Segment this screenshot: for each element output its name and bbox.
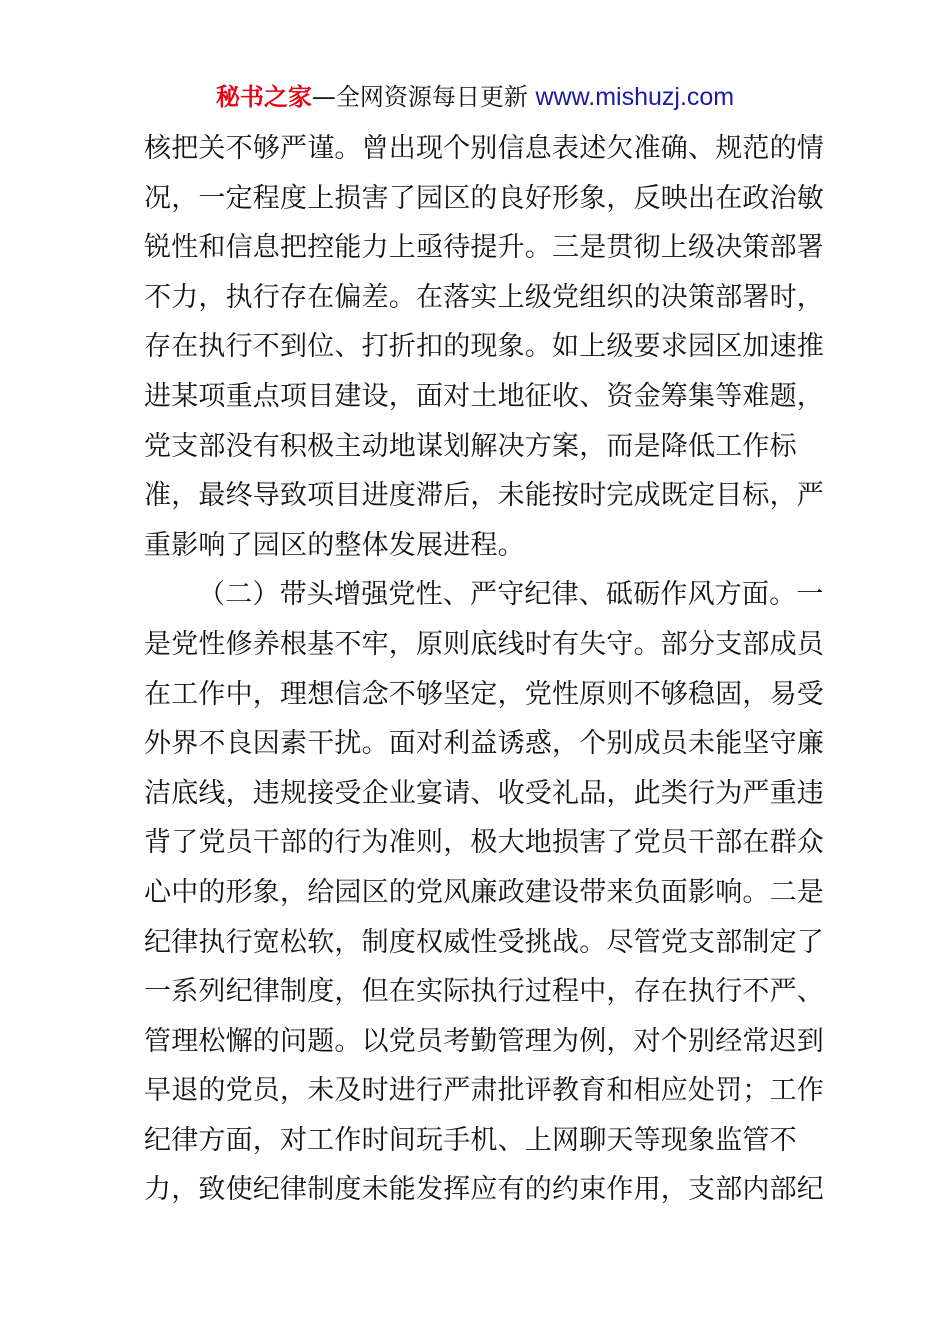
text-line: 不力，执行存在偏差。在落实上级党组织的决策部署时， (144, 281, 824, 313)
page-header (0, 80, 950, 114)
text-line: 纪律执行宽松软，制度权威性受挑战。尽管党支部制定了 (144, 926, 824, 958)
text-line: 洁底线，违规接受企业宴请、收受礼品，此类行为严重违 (144, 777, 824, 809)
text-line: 进某项重点项目建设，面对土地征收、资金筹集等难题， (144, 380, 824, 412)
section-heading-line: （二）带头增强党性、严守纪律、砥砺作风方面。一 (198, 579, 824, 611)
text-line: 党支部没有积极主动地谋划解决方案，而是降低工作标 (144, 430, 797, 462)
text-line: 准，最终导致项目进度滞后，未能按时完成既定目标，严 (144, 480, 824, 512)
text-line: 重影响了园区的整体发展进程。 (144, 529, 525, 561)
text-line: 在工作中，理想信念不够坚定，党性原则不够稳固，易受 (144, 678, 824, 710)
text-line: 早退的党员，未及时进行严肃批评教育和相应处罚；工作 (144, 1075, 824, 1107)
site-tagline: —全网资源每日更新 (311, 83, 536, 111)
text-line: 存在执行不到位、打折扣的现象。如上级要求园区加速推 (144, 331, 824, 363)
site-brand: 秘书之家 (215, 83, 312, 111)
text-line: 锐性和信息把控能力上亟待提升。三是贯彻上级决策部署 (144, 232, 824, 264)
text-line: 背了党员干部的行为准则，极大地损害了党员干部在群众 (144, 827, 824, 859)
text-line: 一系列纪律制度，但在实际执行过程中，存在执行不严、 (144, 976, 824, 1008)
text-line: 况，一定程度上损害了园区的良好形象，反映出在政治敏 (144, 182, 824, 214)
document-body (144, 124, 824, 1215)
text-line: 力，致使纪律制度未能发挥应有的约束作用，支部内部纪 (144, 1174, 824, 1206)
text-line: 纪律方面，对工作时间玩手机、上网聊天等现象监管不 (144, 1124, 797, 1156)
text-line: 心中的形象，给园区的党风廉政建设带来负面影响。二是 (144, 876, 824, 908)
text-line: 管理松懈的问题。以党员考勤管理为例，对个别经常迟到 (144, 1025, 824, 1057)
site-url-link[interactable]: www.mishuzj.com (535, 83, 735, 111)
text-line: 是党性修养根基不牢，原则底线时有失守。部分支部成员 (144, 628, 824, 660)
text-line: 外界不良因素干扰。面对利益诱惑，个别成员未能坚守廉 (144, 728, 824, 760)
text-line: 核把关不够严谨。曾出现个别信息表述欠准确、规范的情 (144, 133, 824, 164)
